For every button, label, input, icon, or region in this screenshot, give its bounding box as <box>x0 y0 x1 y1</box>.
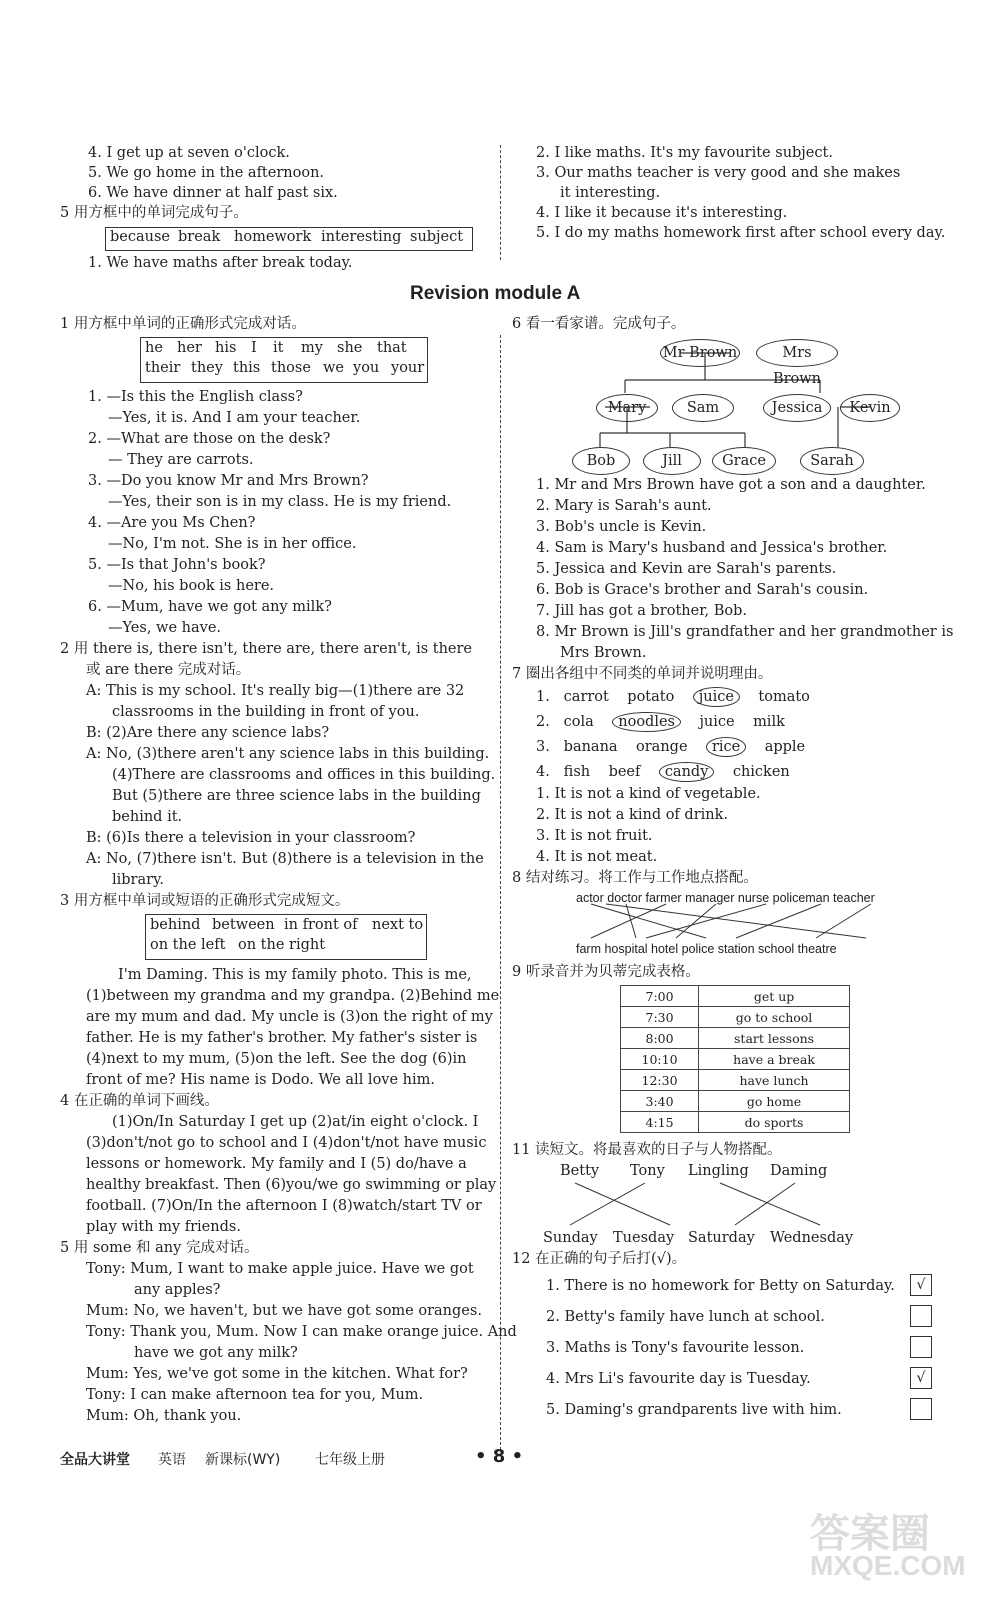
q3-line: father. He is my father's brother. My father's sister is <box>86 1030 478 1046</box>
q1-line: —No, his book is here. <box>108 578 275 594</box>
q7-row <box>536 762 790 782</box>
q7-word: milk <box>753 714 785 730</box>
q7-reason: 1. It is not a kind of vegetable. <box>536 786 761 802</box>
q6-line: 8. Mr Brown is Jill's grandfather and her grandmother is <box>536 624 954 640</box>
table-cell: go to school <box>699 1007 850 1028</box>
top-q5-wordbox <box>105 227 473 251</box>
q11-day: Tuesday <box>613 1230 675 1246</box>
top-left-line-1: 4. I get up at seven o'clock. <box>88 145 290 161</box>
table-row <box>621 1007 850 1028</box>
top-left-line-3: 6. We have dinner at half past six. <box>88 185 338 201</box>
q6-line: 7. Jill has got a brother, Bob. <box>536 603 748 619</box>
q5-line: Mum: No, we haven't, but we have got some oranges. <box>86 1303 482 1319</box>
column-divider-main <box>500 335 501 1450</box>
q8-matching-lines <box>576 902 896 942</box>
wordbox-word: we <box>323 360 344 376</box>
q11-person: Daming <box>770 1163 828 1179</box>
q1-line: —Yes, we have. <box>108 620 222 636</box>
top-right-line-1: 2. I like maths. It's my favourite subject. <box>536 145 833 161</box>
tree-node: Bob <box>572 447 630 475</box>
wordbox-word: they <box>191 360 223 376</box>
wordbox-word: he <box>145 340 163 356</box>
q6-line: 2. Mary is Sarah's aunt. <box>536 498 712 514</box>
q1-line: —No, I'm not. She is in her office. <box>108 536 357 552</box>
q7-reason: 2. It is not a kind of drink. <box>536 807 728 823</box>
q8-places: farm hospital hotel police station school theatre <box>576 942 837 956</box>
wordbox-word: this <box>233 360 261 376</box>
tree-node: Kevin <box>840 394 900 422</box>
footer-subject: 英语 <box>158 1452 186 1468</box>
q1-line: 2. —What are those on the desk? <box>88 431 331 447</box>
top-right-line-3: it interesting. <box>560 185 661 201</box>
wordbox-word: on the right <box>238 937 326 953</box>
tree-node: Grace <box>712 447 776 475</box>
q5-line: Tony: Thank you, Mum. Now I can make orange juice. And <box>86 1324 517 1340</box>
q1-line: 3. —Do you know Mr and Mrs Brown? <box>88 473 369 489</box>
section-title: Revision module A <box>410 283 581 304</box>
tree-node: Jessica <box>763 394 831 422</box>
table-cell: 7:30 <box>621 1007 699 1028</box>
q1-line: — They are carrots. <box>108 452 254 468</box>
q7-row <box>536 712 785 732</box>
tree-node: Jill <box>643 447 701 475</box>
wordbox-word: next to <box>372 917 424 933</box>
q5-line: Mum: Oh, thank you. <box>86 1408 242 1424</box>
table-cell: start lessons <box>699 1028 850 1049</box>
q5-title: 5 用 some 和 any 完成对话。 <box>60 1240 259 1256</box>
table-row <box>621 1049 850 1070</box>
q1-line: 4. —Are you Ms Chen? <box>88 515 256 531</box>
q6-line: Mrs Brown. <box>560 645 647 661</box>
q2-line: (4)There are classrooms and offices in this building. <box>112 767 496 783</box>
q3-line: (1)between my grandma and my grandpa. (2)Behind me <box>86 988 500 1004</box>
q6-line: 4. Sam is Mary's husband and Jessica's brother. <box>536 540 888 556</box>
table-cell: have a break <box>699 1049 850 1070</box>
wordbox-word: subject <box>410 229 464 245</box>
q11-person: Lingling <box>688 1163 749 1179</box>
column-divider-top <box>500 145 501 260</box>
wordbox-word: his <box>215 340 237 356</box>
q7-word: tomato <box>758 689 810 705</box>
table-cell: 12:30 <box>621 1070 699 1091</box>
wordbox-word: she <box>337 340 363 356</box>
q3-line: (4)next to my mum, (5)on the left. See the dog (6)in <box>86 1051 467 1067</box>
top-q5-line-1: 1. We have maths after break today. <box>88 255 353 271</box>
wordbox-word: because <box>110 229 170 245</box>
page-number: • 8 • <box>475 1446 524 1467</box>
q2-line: classrooms in the building in front of you. <box>112 704 420 720</box>
wordbox-word: my <box>301 340 323 356</box>
table-row <box>621 1112 850 1133</box>
q7-num: 1. <box>536 689 550 705</box>
q12-checkbox[interactable]: √ <box>910 1274 932 1296</box>
wordbox-word: it <box>273 340 284 356</box>
wordbox-word: your <box>391 360 425 376</box>
footer-grade: 七年级上册 <box>315 1452 385 1468</box>
q5-line: Mum: Yes, we've got some in the kitchen. What for? <box>86 1366 468 1382</box>
q7-row <box>536 687 810 707</box>
wordbox-word: her <box>177 340 202 356</box>
q2-line: B: (6)Is there a television in your classroom? <box>86 830 416 846</box>
table-cell: get up <box>699 986 850 1007</box>
q9-schedule-table <box>620 985 850 1133</box>
watermark-logo: 答案圈 <box>810 1512 930 1556</box>
top-right-line-5: 5. I do my maths homework first after school every day. <box>536 225 946 241</box>
q1-line: 5. —Is that John's book? <box>88 557 266 573</box>
q5-line: any apples? <box>134 1282 221 1298</box>
wordbox-word: those <box>271 360 311 376</box>
q11-title: 11 读短文。将最喜欢的日子与人物搭配。 <box>512 1142 782 1158</box>
tree-node: Mrs Brown <box>756 339 838 367</box>
q7-word: carrot <box>563 689 609 705</box>
q7-num: 3. <box>536 739 550 755</box>
q3-line: I'm Daming. This is my family photo. This is me, <box>118 967 472 983</box>
q7-word: banana <box>563 739 618 755</box>
q11-day: Sunday <box>543 1230 598 1246</box>
table-row <box>621 1028 850 1049</box>
q3-line: front of me? His name is Dodo. We all love him. <box>86 1072 436 1088</box>
q12-item-text: 2. Betty's family have lunch at school. <box>546 1309 825 1325</box>
q12-item-text: 3. Maths is Tony's favourite lesson. <box>546 1340 805 1356</box>
table-cell: 3:40 <box>621 1091 699 1112</box>
q4-line: football. (7)On/In the afternoon I (8)watch/start TV or <box>86 1198 482 1214</box>
table-cell: do sports <box>699 1112 850 1133</box>
wordbox-word: behind <box>150 917 201 933</box>
q6-line: 1. Mr and Mrs Brown have got a son and a daughter. <box>536 477 926 493</box>
q4-line: play with my friends. <box>86 1219 241 1235</box>
wordbox-word: break <box>178 229 221 245</box>
q3-line: are my mum and dad. My uncle is (3)on the right of my <box>86 1009 493 1025</box>
wordbox-word: interesting <box>321 229 402 245</box>
q12-title: 12 在正确的句子后打(√)。 <box>512 1251 687 1267</box>
q4-line: (1)On/In Saturday I get up (2)at/in eight o'clock. I <box>112 1114 479 1130</box>
q7-word: apple <box>764 739 806 755</box>
q4-line: lessons or homework. My family and I (5) do/have a <box>86 1156 467 1172</box>
footer-edition: 新课标(WY) <box>205 1452 281 1468</box>
q7-word: fish <box>563 764 591 780</box>
top-left-line-2: 5. We go home in the afternoon. <box>88 165 325 181</box>
table-row <box>621 986 850 1007</box>
q2-line: A: No, (3)there aren't any science labs in this building. <box>86 746 490 762</box>
q8-jobs: actor doctor farmer manager nurse policeman teacher <box>576 891 875 905</box>
q7-reason: 3. It is not fruit. <box>536 828 653 844</box>
table-cell: go home <box>699 1091 850 1112</box>
q9-title: 9 听录音并为贝蒂完成表格。 <box>512 964 700 980</box>
q11-day: Saturday <box>688 1230 755 1246</box>
table-cell: 7:00 <box>621 986 699 1007</box>
top-right-line-4: 4. I like it because it's interesting. <box>536 205 788 221</box>
q7-circled-word: candy <box>659 762 715 782</box>
q2-line: behind it. <box>112 809 183 825</box>
q11-day: Wednesday <box>770 1230 854 1246</box>
q7-num: 4. <box>536 764 550 780</box>
table-cell: 4:15 <box>621 1112 699 1133</box>
q1-line: 6. —Mum, have we got any milk? <box>88 599 332 615</box>
wordbox-word: I <box>251 340 257 356</box>
q1-wordbox <box>140 337 428 383</box>
q5-line: Tony: I can make afternoon tea for you, Mum. <box>86 1387 424 1403</box>
footer-book-name: 全品大讲堂 <box>60 1452 130 1468</box>
watermark-url: MXQE.COM <box>810 1550 966 1581</box>
q12-checkbox[interactable] <box>910 1336 932 1358</box>
q3-wordbox <box>145 914 427 960</box>
q7-word: potato <box>627 689 675 705</box>
q12-item-text: 4. Mrs Li's favourite day is Tuesday. <box>546 1371 811 1387</box>
q6-line: 3. Bob's uncle is Kevin. <box>536 519 707 535</box>
q12-item-text: 5. Daming's grandparents live with him. <box>546 1402 842 1418</box>
top-right-line-2: 3. Our maths teacher is very good and she makes <box>536 165 901 181</box>
q2-title: 2 用 there is, there isn't, there are, there aren't, is there <box>60 641 473 657</box>
q1-line: 1. —Is this the English class? <box>88 389 303 405</box>
q6-line: 6. Bob is Grace's brother and Sarah's cousin. <box>536 582 869 598</box>
table-cell: have lunch <box>699 1070 850 1091</box>
q1-line: —Yes, their son is in my class. He is my friend. <box>108 494 452 510</box>
q2-line: A: No, (7)there isn't. But (8)there is a television in the <box>86 851 484 867</box>
q6-title: 6 看一看家谱。完成句子。 <box>512 316 686 332</box>
wordbox-word: between <box>212 917 275 933</box>
q1-line: —Yes, it is. And I am your teacher. <box>108 410 361 426</box>
q12-checkbox[interactable]: √ <box>910 1367 932 1389</box>
q4-title: 4 在正确的单词下画线。 <box>60 1093 219 1109</box>
table-row <box>621 1070 850 1091</box>
table-row <box>621 1091 850 1112</box>
q7-circled-word: juice <box>693 687 740 707</box>
q4-line: (3)don't/not go to school and I (4)don't/not have music <box>86 1135 487 1151</box>
q2-title-2: 或 are there 完成对话。 <box>86 662 251 678</box>
wordbox-word: on the left <box>150 937 226 953</box>
q12-checkbox[interactable] <box>910 1398 932 1420</box>
top-q5-title: 5 用方框中的单词完成句子。 <box>60 205 248 221</box>
q12-item-text: 1. There is no homework for Betty on Saturday. <box>546 1278 895 1294</box>
q7-word: chicken <box>732 764 790 780</box>
q2-line: library. <box>112 872 164 888</box>
q8-title: 8 结对练习。将工作与工作地点搭配。 <box>512 870 758 886</box>
q7-row <box>536 737 805 757</box>
q7-word: beef <box>608 764 641 780</box>
q7-num: 2. <box>536 714 550 730</box>
q4-line: healthy breakfast. Then (6)you/we go swimming or play <box>86 1177 497 1193</box>
q2-line: But (5)there are three science labs in the building <box>112 788 481 804</box>
wordbox-word: that <box>377 340 407 356</box>
wordbox-word: their <box>145 360 181 376</box>
tree-node: Mary <box>596 394 658 422</box>
q3-title: 3 用方框中单词或短语的正确形式完成短文。 <box>60 893 350 909</box>
wordbox-word: you <box>353 360 380 376</box>
q7-word: orange <box>636 739 688 755</box>
q11-person: Tony <box>630 1163 665 1179</box>
tree-node: Sam <box>672 394 734 422</box>
q7-word: juice <box>699 714 735 730</box>
tree-node: Sarah <box>800 447 864 475</box>
q1-title: 1 用方框中单词的正确形式完成对话。 <box>60 316 306 332</box>
table-cell: 8:00 <box>621 1028 699 1049</box>
table-cell: 10:10 <box>621 1049 699 1070</box>
q6-line: 5. Jessica and Kevin are Sarah's parents. <box>536 561 837 577</box>
q5-line: Tony: Mum, I want to make apple juice. Have we got <box>86 1261 474 1277</box>
q2-line: B: (2)Are there any science labs? <box>86 725 330 741</box>
q7-title: 7 圈出各组中不同类的单词并说明理由。 <box>512 666 773 682</box>
q12-checkbox[interactable] <box>910 1305 932 1327</box>
q7-word: cola <box>563 714 594 730</box>
tree-node: Mr Brown <box>660 339 740 367</box>
q5-line: have we got any milk? <box>134 1345 298 1361</box>
q11-matching-lines <box>550 1181 870 1227</box>
q2-line: A: This is my school. It's really big—(1)there are 32 <box>86 683 465 699</box>
q7-circled-word: rice <box>706 737 746 757</box>
q11-person: Betty <box>560 1163 600 1179</box>
wordbox-word: homework <box>234 229 312 245</box>
wordbox-word: in front of <box>284 917 358 933</box>
q7-reason: 4. It is not meat. <box>536 849 658 865</box>
q7-circled-word: noodles <box>612 712 681 732</box>
